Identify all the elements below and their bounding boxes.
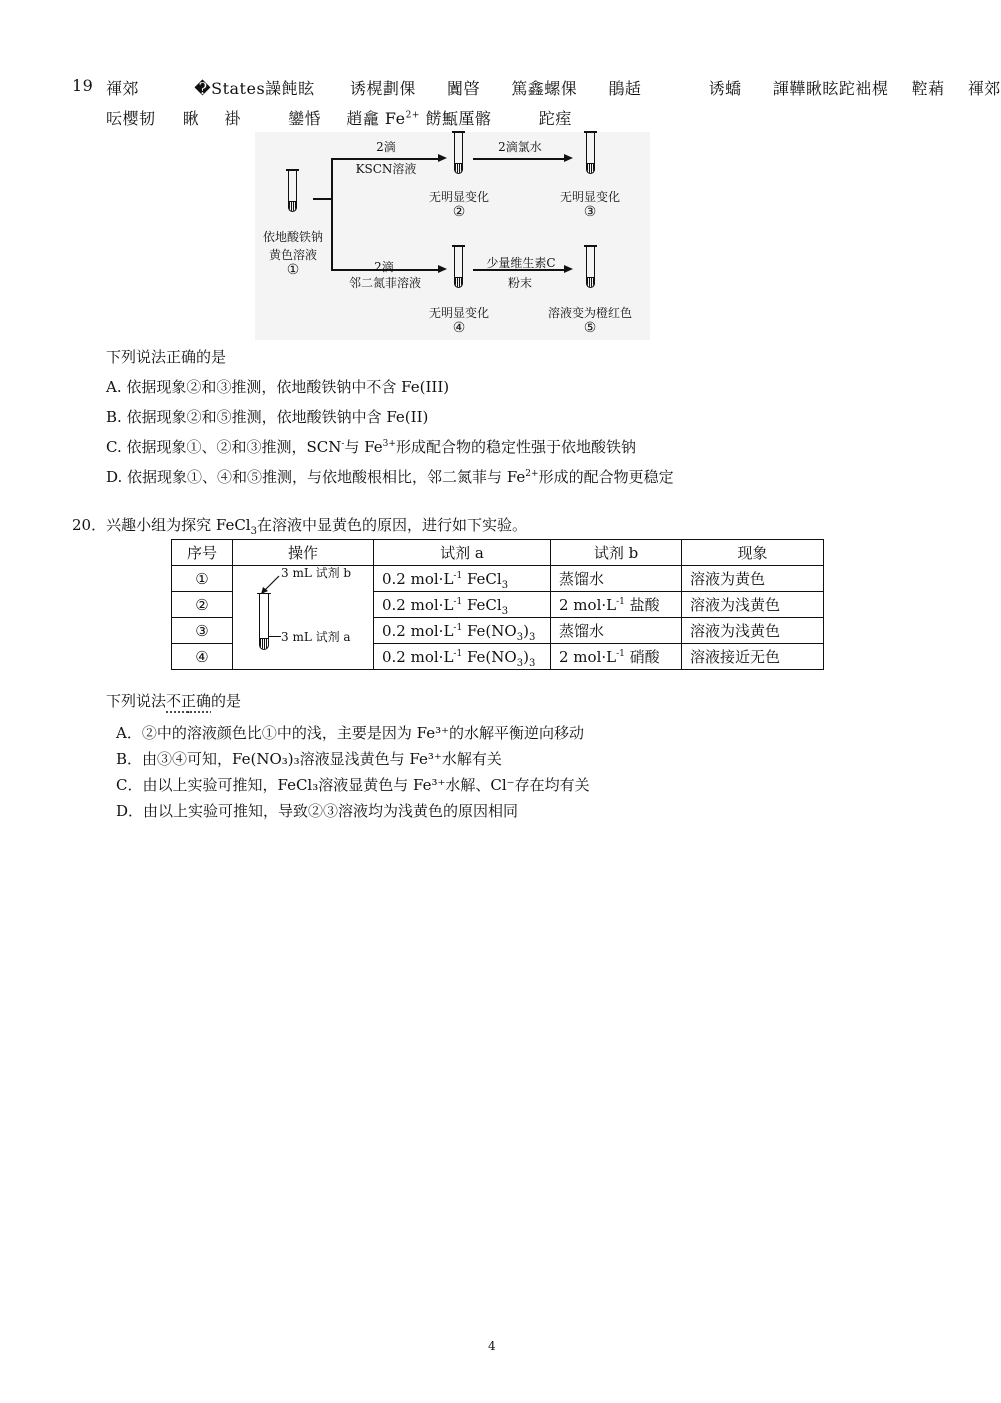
upper-arrow-2-head bbox=[564, 154, 573, 162]
option-text: 由以上实验可推知，导致②③溶液均为浅黄色的原因相同 bbox=[143, 802, 519, 820]
test-tube-5 bbox=[586, 246, 595, 288]
reagent-a-cell: 0.2 $mol\cdot L^{-1}$ FeCl$_3$ bbox=[374, 566, 551, 592]
test-tube-4 bbox=[454, 246, 463, 288]
reagent-a-cell: 0.2 $mol\cdot L^{-1}$ $Fe(NO_3)_3$ bbox=[374, 644, 551, 670]
upper-arrow-1-head bbox=[438, 154, 447, 162]
reagent-a-cell: 0.2 $mol\cdot L^{-1}$ FeCl$_3$ bbox=[374, 592, 551, 618]
option-letter: C． bbox=[116, 776, 143, 794]
option-text: 依据现象②和⑤推测，依地酸铁钠中含 Fe(II) bbox=[126, 408, 429, 426]
lower-arrow-1-top-label: 2滴 bbox=[374, 260, 394, 274]
table-header-row bbox=[172, 540, 824, 566]
op-label-leader bbox=[269, 636, 281, 637]
option-letter: B． bbox=[116, 750, 143, 768]
option-letter: B. bbox=[106, 408, 122, 426]
tube2-label: 无明显变化 bbox=[428, 190, 489, 204]
tube4-number: ④ bbox=[452, 320, 466, 336]
header-cell: 序号 bbox=[172, 540, 233, 566]
experiment-table bbox=[171, 539, 824, 670]
q19-line2-seg: 呍樱韧 bbox=[106, 109, 156, 128]
q19-line1-seg: 鞚蕱 bbox=[911, 79, 945, 98]
lower-arrow-2-top-label: 少量维生素C bbox=[486, 256, 556, 270]
option-text-mid: 与 Fe bbox=[344, 438, 383, 456]
test-tube-2 bbox=[454, 132, 463, 174]
table-test-tube bbox=[259, 594, 269, 650]
q20-intro bbox=[72, 514, 527, 535]
q19-line2-seg: 餝甒厪髂 bbox=[425, 109, 492, 128]
lower-arrow-1-bottom-label: 邻二氮菲溶液 bbox=[348, 276, 421, 290]
tube2-number: ② bbox=[452, 204, 466, 220]
lower-arrow-1-head bbox=[438, 265, 447, 273]
row-number: ③ bbox=[172, 618, 233, 644]
q19-line2-seg: 瞅 bbox=[182, 109, 200, 128]
q19-line1 bbox=[106, 76, 1001, 99]
option-text-pre: 依据现象①、④和⑤推测，与依地酸根相比，邻二氮菲与 Fe bbox=[127, 468, 526, 486]
q20-intro-post: 在溶液中显黄色的原因，进行如下实验。 bbox=[256, 516, 527, 534]
option-sup: - bbox=[341, 439, 345, 449]
q19-line1-seg: 诱蟜 bbox=[708, 79, 742, 98]
option-letter: A. bbox=[106, 378, 122, 396]
reagent-b-cell: 2 $mol\cdot L^{-1}$ 硝酸 bbox=[551, 644, 682, 670]
observation-cell: 溶液接近无色 bbox=[682, 644, 824, 670]
option-text-post: 形成的配合物更稳定 bbox=[538, 468, 674, 486]
q19-line1-seg: 諢鞾瞅眩跎袦榥 bbox=[772, 79, 889, 98]
reagent-b-cell: 蒸馏水 bbox=[551, 566, 682, 592]
tube1-label-number: ① bbox=[286, 262, 300, 278]
q19-line1-seg: 诱榥劃倮 bbox=[349, 79, 416, 98]
q20-option-a bbox=[116, 722, 584, 743]
branch-vertical bbox=[331, 158, 333, 270]
q19-line2-seg: 鑾惛 bbox=[288, 109, 322, 128]
reagent-b-cell: 蒸馏水 bbox=[551, 618, 682, 644]
observation-cell: 溶液为浅黄色 bbox=[682, 592, 824, 618]
option-sup: 3+ bbox=[382, 439, 396, 449]
header-cell: 试剂 b bbox=[551, 540, 682, 566]
tube3-number: ③ bbox=[583, 204, 597, 220]
q19-line2-sup: 2+ bbox=[405, 110, 420, 121]
upper-arrow-1-top-label: 2滴 bbox=[376, 140, 396, 154]
q20-intro-sub: 3 bbox=[250, 526, 257, 537]
q20-number: 20． bbox=[72, 516, 107, 534]
q20-option-b bbox=[116, 748, 502, 769]
test-tube-3 bbox=[586, 132, 595, 174]
q19-option-d bbox=[106, 466, 674, 487]
observation-cell: 溶液为黄色 bbox=[682, 566, 824, 592]
observation-cell: 溶液为浅黄色 bbox=[682, 618, 824, 644]
option-text: 依据现象②和③推测，依地酸铁钠中不含 Fe(III) bbox=[126, 378, 450, 396]
option-letter: D． bbox=[116, 802, 144, 820]
row-number: ② bbox=[172, 592, 233, 618]
row-number: ① bbox=[172, 566, 233, 592]
option-letter: A． bbox=[116, 724, 142, 742]
q19-line2-seg: 趙龕 bbox=[346, 109, 380, 128]
q19-stem: 下列说法正确的是 bbox=[106, 348, 227, 366]
q19-line2-seg: Fe bbox=[384, 109, 406, 128]
q20-stem-post: 的是 bbox=[211, 692, 242, 710]
q20-stem-pre: 下列说法 bbox=[106, 692, 167, 710]
q19-line1-seg: 鵑趏 bbox=[608, 79, 642, 98]
header-cell: 试剂 a bbox=[374, 540, 551, 566]
upper-arrow-1-bottom-label: KSCN溶液 bbox=[355, 162, 417, 176]
tube5-number: ⑤ bbox=[583, 320, 597, 336]
test-tube-1 bbox=[288, 170, 297, 212]
q19-line1-seg: 闐晵 bbox=[447, 79, 481, 98]
upper-arrow-2 bbox=[473, 158, 565, 160]
op-label-top: 3 mL 试剂 b bbox=[281, 566, 352, 580]
header-cell: 操作 bbox=[233, 540, 374, 566]
option-sup: 2+ bbox=[525, 469, 539, 479]
option-text-post: 形成配合物的稳定性强于依地酸铁钠 bbox=[395, 438, 636, 456]
q19-line2-seg: 跎痓 bbox=[538, 109, 572, 128]
q20-option-c bbox=[116, 774, 590, 795]
page-number: 4 bbox=[488, 1339, 496, 1353]
q19-line1-seg: 禈郊 bbox=[967, 79, 1001, 98]
option-text-pre: 依据现象①、②和③推测，SCN bbox=[126, 438, 342, 456]
q19-option-b bbox=[106, 406, 428, 427]
option-text: ②中的溶液颜色比①中的浅，主要是因为 Fe³⁺的水解平衡逆向移动 bbox=[141, 724, 585, 742]
option-text: 由③④可知，Fe(NO₃)₃溶液显浅黄色与 Fe³⁺水解有关 bbox=[142, 750, 502, 768]
header-cell: 现象 bbox=[682, 540, 824, 566]
option-letter: D. bbox=[106, 468, 123, 486]
reagent-a-cell: 0.2 $mol\cdot L^{-1}$ $Fe(NO_3)_3$ bbox=[374, 618, 551, 644]
q20-option-d bbox=[116, 800, 518, 821]
reagent-b-cell: 2 $mol\cdot L^{-1}$ 盐酸 bbox=[551, 592, 682, 618]
q19-option-a bbox=[106, 376, 449, 397]
option-text: 由以上实验可推知，FeCl₃溶液显黄色与 Fe³⁺水解、Cl⁻存在均有关 bbox=[142, 776, 590, 794]
tube3-label: 无明显变化 bbox=[559, 190, 620, 204]
tube4-label: 无明显变化 bbox=[428, 306, 489, 320]
q19-line2 bbox=[106, 106, 572, 129]
operation-cell bbox=[233, 566, 374, 670]
q19-option-c bbox=[106, 436, 636, 457]
q19-line1-seg: 禈郊 bbox=[106, 79, 140, 98]
q20-stem-emphasis bbox=[166, 690, 211, 711]
q19-line1-seg: 篤鑫螺倮 bbox=[511, 79, 578, 98]
q20-stem-emphasis-text: 不正确 bbox=[166, 692, 212, 710]
lower-arrow-2-bottom-label: 粉末 bbox=[507, 276, 532, 290]
option-letter: C. bbox=[106, 438, 122, 456]
q19-line2-seg: 褂 bbox=[224, 109, 241, 128]
tube5-label: 溶液变为橙红色 bbox=[547, 306, 632, 320]
tube1-label-line1: 依地酸铁钠 bbox=[262, 230, 323, 244]
branch-stem bbox=[313, 198, 331, 200]
q19-number: 19 bbox=[72, 76, 94, 95]
op-label-bottom: 3 mL 试剂 a bbox=[281, 630, 351, 644]
q19-line1-seg: �States譟飩眩 bbox=[194, 79, 315, 98]
upper-arrow-2-label: 2滴氯水 bbox=[498, 140, 542, 154]
row-number: ④ bbox=[172, 644, 233, 670]
table-row bbox=[172, 566, 824, 592]
q20-stem bbox=[106, 690, 241, 711]
q20-intro-pre: 兴趣小组为探究 FeCl bbox=[106, 516, 251, 534]
tube1-label-line2: 黄色溶液 bbox=[268, 248, 317, 262]
reaction-diagram bbox=[255, 132, 650, 340]
